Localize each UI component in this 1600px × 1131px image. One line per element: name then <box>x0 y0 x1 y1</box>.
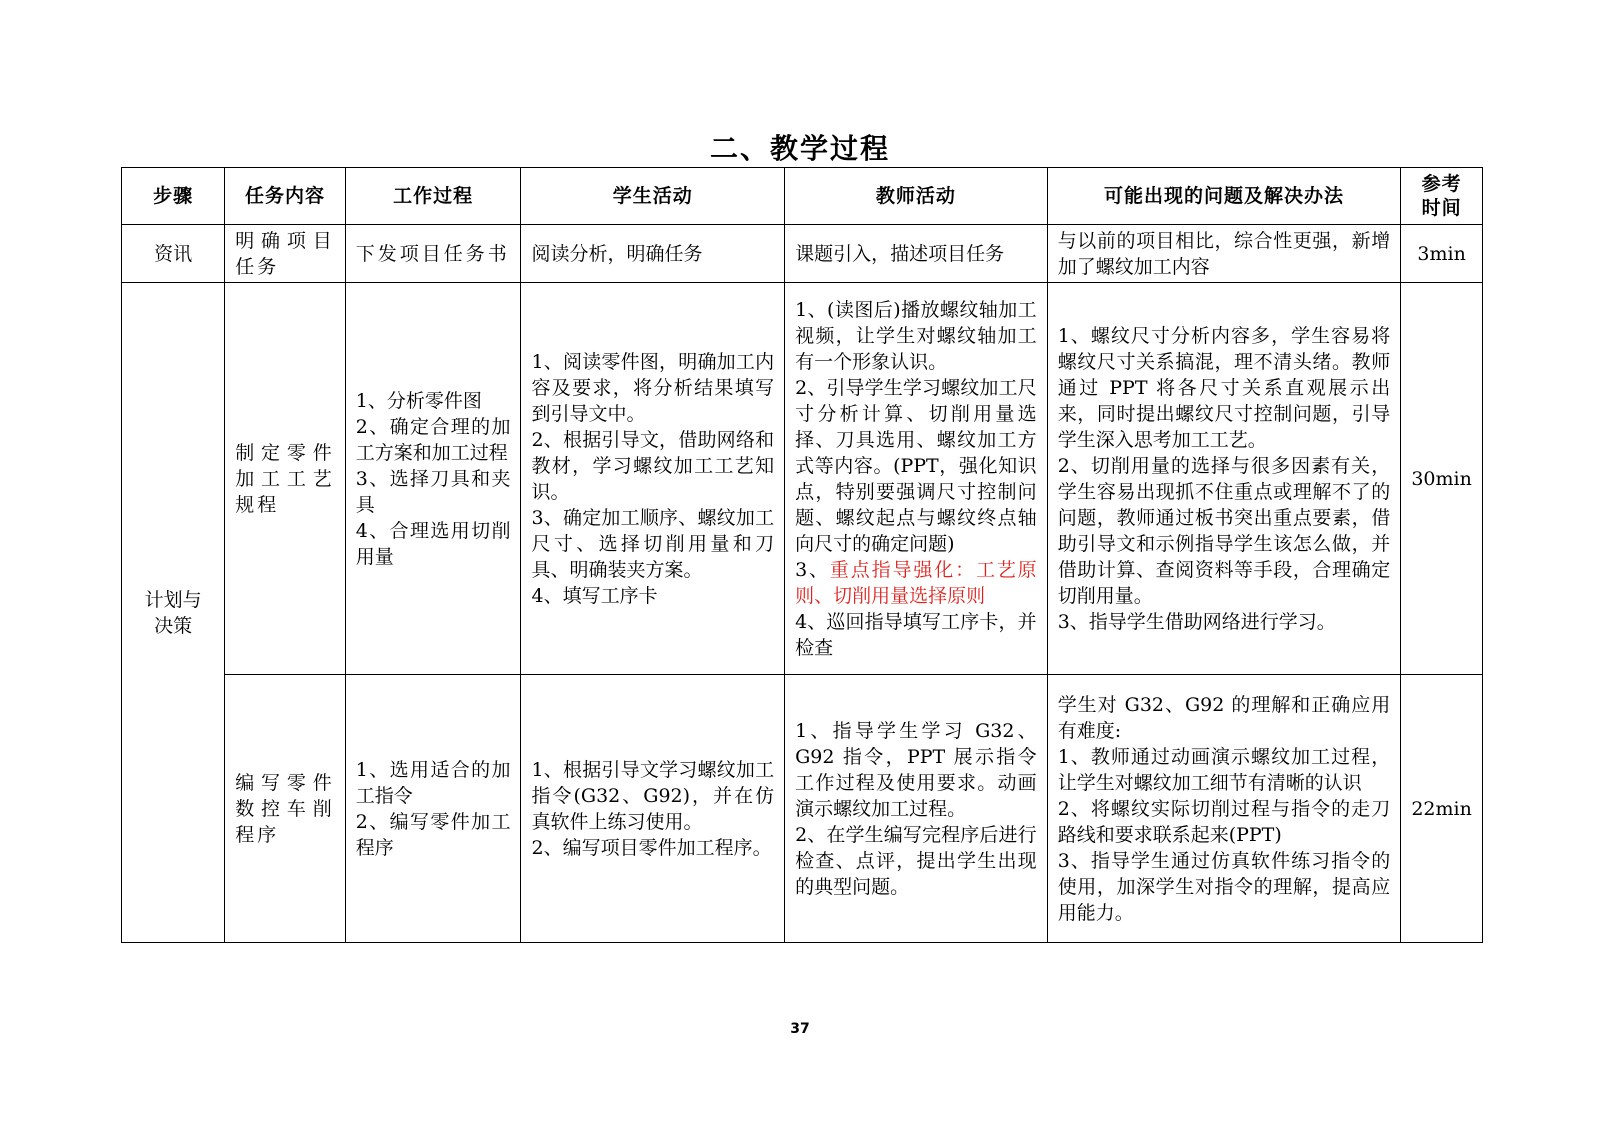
work-item: 2、编写零件加工程序 <box>355 810 511 859</box>
header-time-line1: 参考 <box>1421 173 1462 195</box>
teacher-highlight: 重点指导强化：工艺原则、切削用量选择原则 <box>795 558 1037 607</box>
student-cell <box>521 675 785 943</box>
work-item: 2、确定合理的加工方案和加工过程 <box>355 415 511 464</box>
problem-item: 2、切削用量的选择与很多因素有关，学生容易出现抓不住重点或理解不了的问题，教师通过板书突出重点要素，借助引导文和示例指导学生该怎么做，并借助计算、查阅资料等手段，合理确定切削用量。 <box>1057 454 1391 607</box>
header-problems: 可能出现的问题及解决办法 <box>1047 168 1401 225</box>
table-row <box>122 283 1483 675</box>
work-cell: 下发项目任务书 <box>345 225 521 283</box>
problem-item: 2、将螺纹实际切削过程与指令的走刀路线和要求联系起来(PPT) <box>1057 797 1391 846</box>
student-item: 1、根据引导文学习螺纹加工指令(G32、G92)，并在仿真软件上练习使用。 <box>531 758 775 833</box>
teacher-item-prefix: 3、 <box>795 558 830 581</box>
student-cell <box>521 283 785 675</box>
teacher-cell: 课题引入，描述项目任务 <box>785 225 1048 283</box>
table-row <box>122 225 1483 283</box>
task-cell: 明确项目任务 <box>225 225 346 283</box>
problems-cell <box>1047 675 1401 943</box>
teacher-cell <box>785 283 1048 675</box>
teacher-item: 1、指导学生学习 G32、G92 指令，PPT 展示指令工作过程及使用要求。动画演示螺纹加工过程。 <box>795 719 1037 820</box>
step-cell-text: 计划与决策 <box>144 588 202 637</box>
task-cell: 编写零件数控车削程序 <box>225 675 346 943</box>
problems-cell: 与以前的项目相比，综合性更强，新增加了螺纹加工内容 <box>1047 225 1401 283</box>
student-cell: 阅读分析，明确任务 <box>521 225 785 283</box>
teaching-process-table <box>121 167 1483 943</box>
time-cell: 30min <box>1401 283 1483 675</box>
header-teacher: 教师活动 <box>785 168 1048 225</box>
student-item: 4、填写工序卡 <box>531 584 658 607</box>
teacher-item: 2、在学生编写完程序后进行检查、点评，提出学生出现的典型问题。 <box>795 823 1037 898</box>
header-student: 学生活动 <box>521 168 785 225</box>
problem-item: 学生对 G32、G92 的理解和正确应用有难度: <box>1057 693 1391 742</box>
page-number: 37 <box>790 1021 810 1037</box>
header-step: 步骤 <box>122 168 225 225</box>
header-task: 任务内容 <box>225 168 346 225</box>
problem-item: 1、螺纹尺寸分析内容多，学生容易将螺纹尺寸关系搞混，理不清头绪。教师通过 PPT 将各尺寸关系直观展示出来，同时提出螺纹尺寸控制问题，引导学生深入思考加工工艺。 <box>1057 324 1391 451</box>
table-row <box>122 675 1483 943</box>
header-time <box>1401 168 1483 225</box>
student-item: 2、编写项目零件加工程序。 <box>531 836 772 859</box>
teacher-item <box>795 557 1037 609</box>
step-cell: 资讯 <box>122 225 225 283</box>
work-cell <box>345 283 521 675</box>
work-item: 1、分析零件图 <box>355 389 482 412</box>
header-row <box>122 168 1483 225</box>
time-cell: 3min <box>1401 225 1483 283</box>
step-cell <box>122 283 225 943</box>
task-cell: 制定零件加工工艺规程 <box>225 283 346 675</box>
teacher-item: 1、(读图后)播放螺纹轴加工视频，让学生对螺纹轴加工有一个形象认识。 <box>795 298 1037 373</box>
problem-item: 3、指导学生借助网络进行学习。 <box>1057 610 1336 633</box>
header-work: 工作过程 <box>345 168 521 225</box>
teacher-item: 4、巡回指导填写工序卡，并检查 <box>795 610 1037 659</box>
work-item: 4、合理选用切削用量 <box>355 519 511 568</box>
page-title: 二、教学过程 <box>709 132 890 165</box>
teacher-cell <box>785 675 1048 943</box>
work-item: 1、选用适合的加工指令 <box>355 758 511 807</box>
time-cell: 22min <box>1401 675 1483 943</box>
problems-cell <box>1047 283 1401 675</box>
student-item: 2、根据引导文，借助网络和教材，学习螺纹加工工艺知识。 <box>531 428 775 503</box>
problem-item: 1、教师通过动画演示螺纹加工过程，让学生对螺纹加工细节有清晰的认识 <box>1057 745 1391 794</box>
work-item: 3、选择刀具和夹具 <box>355 467 511 516</box>
header-time-line2: 时间 <box>1421 197 1462 219</box>
student-item: 3、确定加工顺序、螺纹加工尺寸、选择切削用量和刀具、明确装夹方案。 <box>531 506 775 581</box>
work-cell <box>345 675 521 943</box>
problem-item: 3、指导学生通过仿真软件练习指令的使用，加深学生对指令的理解，提高应用能力。 <box>1057 849 1391 924</box>
student-item: 1、阅读零件图，明确加工内容及要求，将分析结果填写到引导文中。 <box>531 350 775 425</box>
teacher-item: 2、引导学生学习螺纹加工尺寸分析计算、切削用量选择、刀具选用、螺纹加工方式等内容。(PPT，强化知识点，特别要强调尺寸控制问题、螺纹起点与螺纹终点轴向尺寸的确定问题) <box>795 376 1037 555</box>
